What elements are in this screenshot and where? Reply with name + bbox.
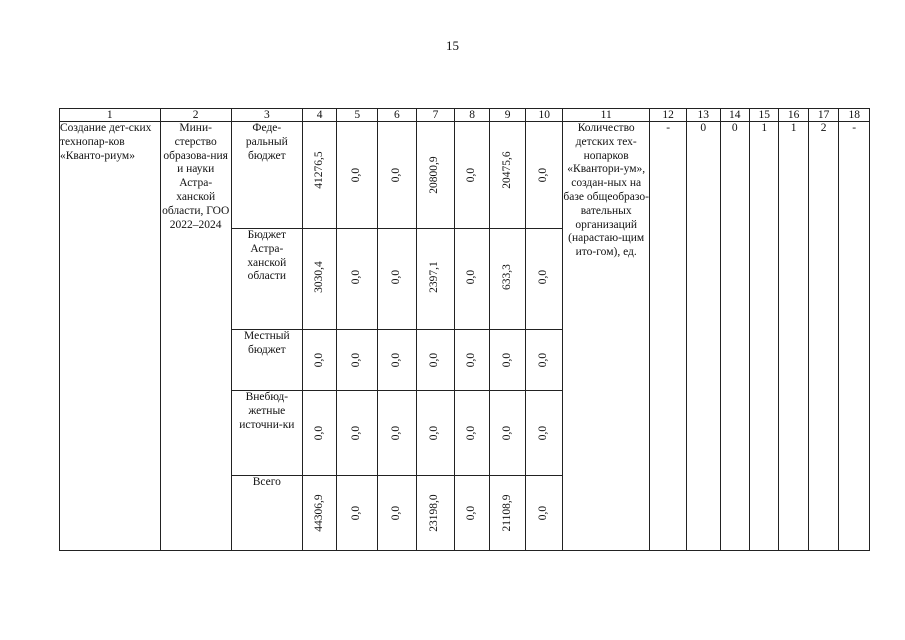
value-text: 0,0 [350,352,363,368]
value-cell [455,391,490,476]
column-header: 13 [686,109,720,122]
value-cell [455,229,490,330]
value-cell [526,476,563,551]
table-header-row [60,109,870,122]
funding-source-cell: Местный бюджет [231,330,302,391]
column-header: 10 [526,109,563,122]
value-text: 0,0 [350,269,363,285]
funding-source-cell: Внебюд-жетные источни-ки [231,391,302,476]
value-cell [526,229,563,330]
indicator-cell: Количество детских тех-нопарков «Квантори-ум», создан-ных на базе общеобразо-вательных организаций (нарастаю-щим ито-гом), ед. [563,122,650,551]
value-text: 0,0 [389,425,402,441]
value-text: 0,0 [350,167,363,183]
value-cell [526,330,563,391]
value-cell [378,229,417,330]
column-header: 1 [60,109,161,122]
indicator-value-cell: 0 [720,122,749,551]
indicator-value-cell: 1 [749,122,778,551]
column-header: 14 [720,109,749,122]
value-cell [337,476,378,551]
column-header: 16 [779,109,808,122]
value-text: 20800,9 [428,156,441,194]
value-text: 0,0 [350,425,363,441]
value-text: 41276,5 [312,151,325,189]
value-cell [416,391,455,476]
column-header: 6 [378,109,417,122]
value-text: 0,0 [389,352,402,368]
value-cell [378,122,417,229]
value-cell [455,330,490,391]
value-cell [337,122,378,229]
funding-source-cell: Бюджет Астра-ханской области [231,229,302,330]
indicator-value-cell: 2 [808,122,838,551]
value-cell [489,229,526,330]
value-cell [337,229,378,330]
value-text: 0,0 [465,505,478,521]
value-cell [302,391,337,476]
column-header: 18 [839,109,870,122]
value-cell [455,476,490,551]
column-header: 7 [416,109,455,122]
value-cell [526,391,563,476]
value-text: 0,0 [428,425,441,441]
activity-cell: Создание дет-ских технопар-ков «Кванто-риум» [60,122,161,551]
value-cell [378,330,417,391]
value-text: 0,0 [537,352,550,368]
value-text: 21108,9 [500,494,513,532]
column-header: 3 [231,109,302,122]
value-text: 0,0 [465,425,478,441]
value-cell [489,391,526,476]
value-text: 0,0 [537,269,550,285]
column-header: 8 [455,109,490,122]
value-cell [337,330,378,391]
value-cell [302,122,337,229]
funding-source-cell: Всего [231,476,302,551]
indicator-value-cell: 0 [686,122,720,551]
value-cell [378,391,417,476]
column-header: 2 [160,109,231,122]
value-text: 0,0 [500,425,513,441]
value-text: 2397,1 [428,261,441,293]
value-cell [302,476,337,551]
indicator-value-cell: - [650,122,687,551]
value-cell [455,122,490,229]
value-text: 0,0 [350,505,363,521]
value-cell [489,122,526,229]
table-row [60,122,870,229]
value-text: 0,0 [389,167,402,183]
funding-source-cell: Феде-ральный бюджет [231,122,302,229]
program-table [59,108,870,551]
column-header: 5 [337,109,378,122]
column-header: 12 [650,109,687,122]
column-header: 15 [749,109,778,122]
value-cell [416,229,455,330]
column-header: 4 [302,109,337,122]
value-text: 23198,0 [428,494,441,532]
page-number: 15 [446,38,459,53]
column-header: 9 [489,109,526,122]
indicator-value-cell: - [839,122,870,551]
value-text: 633,3 [500,264,513,290]
value-cell [302,330,337,391]
value-text: 0,0 [465,269,478,285]
value-cell [526,122,563,229]
value-cell [489,330,526,391]
column-header: 17 [808,109,838,122]
value-text: 0,0 [537,167,550,183]
column-header: 11 [563,109,650,122]
value-text: 0,0 [465,167,478,183]
value-text: 0,0 [389,269,402,285]
indicator-value-cell: 1 [779,122,808,551]
value-text: 0,0 [500,352,513,368]
value-text: 0,0 [465,352,478,368]
responsible-cell: Мини-стерство образова-ния и науки Астра-ханской области, ГОО 2022–2024 [160,122,231,551]
value-cell [302,229,337,330]
value-text: 0,0 [537,505,550,521]
value-text: 0,0 [389,505,402,521]
value-cell [416,476,455,551]
value-cell [416,330,455,391]
value-cell [378,476,417,551]
value-text: 3030,4 [312,261,325,293]
value-cell [337,391,378,476]
value-text: 0,0 [312,425,325,441]
value-cell [489,476,526,551]
value-cell [416,122,455,229]
value-text: 44306,9 [312,494,325,532]
value-text: 0,0 [428,352,441,368]
value-text: 20475,6 [500,151,513,189]
value-text: 0,0 [312,352,325,368]
value-text: 0,0 [537,425,550,441]
